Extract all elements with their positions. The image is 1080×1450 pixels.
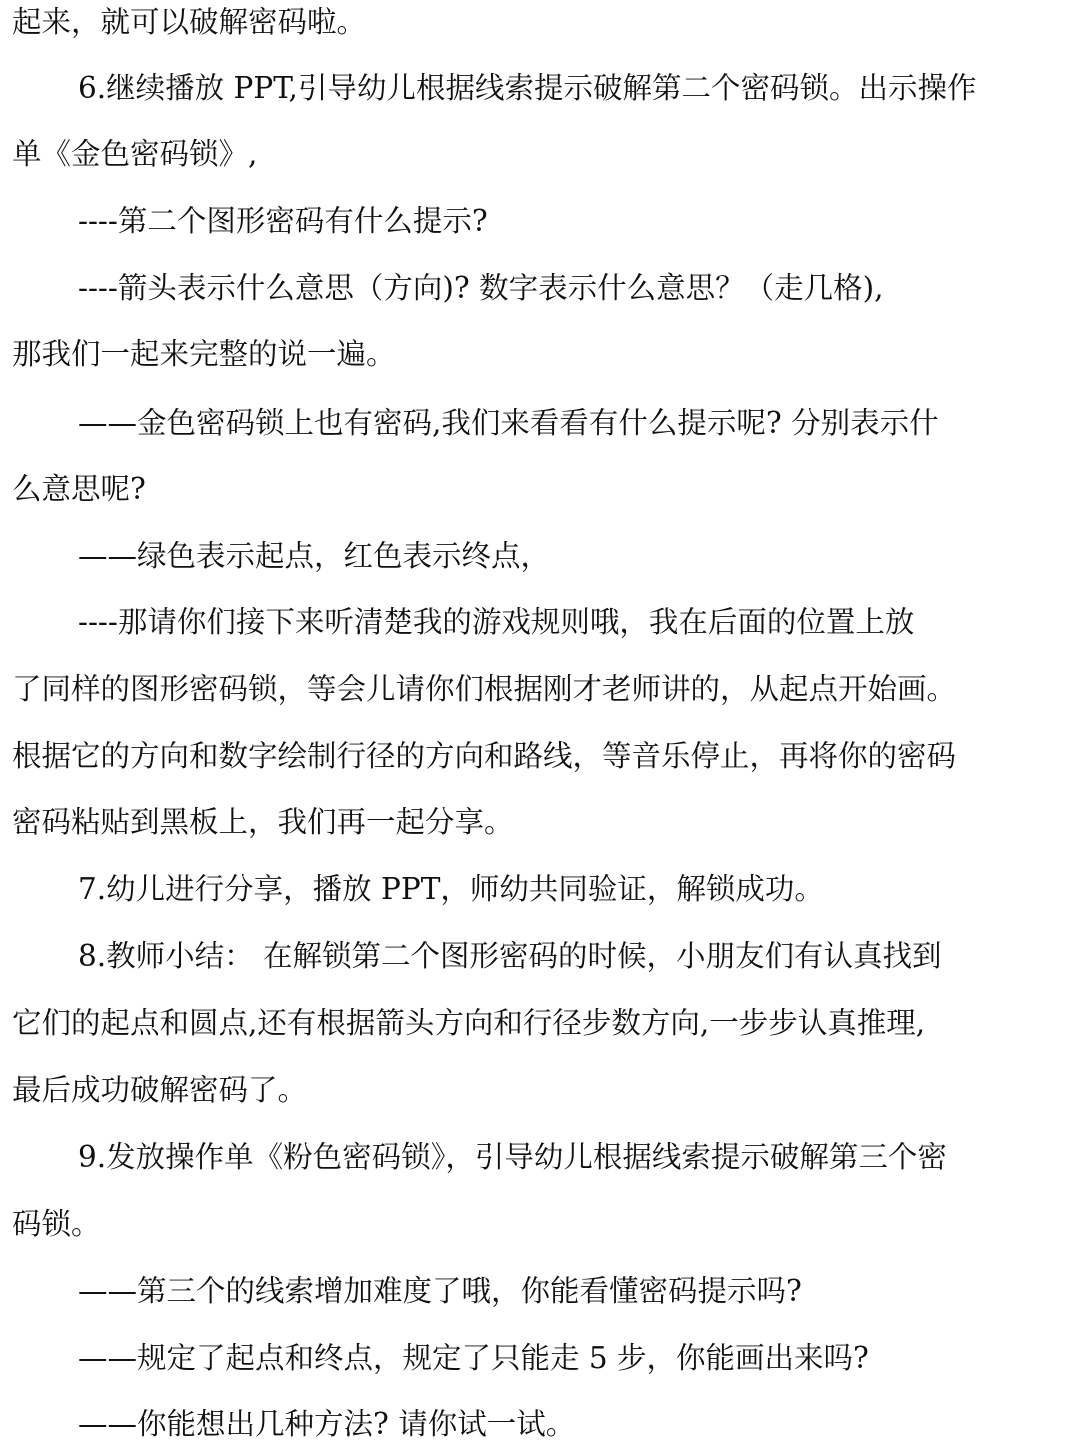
text-line: 它们的起点和圆点,还有根据箭头方向和行径步数方向,一步步认真推理,: [12, 1006, 926, 1040]
text-line: 起来，就可以破解密码啦。: [12, 5, 367, 39]
text-line: 最后成功破解密码了。: [12, 1073, 308, 1107]
text-line: 6.继续播放 PPT,引导幼儿根据线索提示破解第二个密码锁。出示操作: [78, 71, 977, 105]
text-line: ——绿色表示起点，红色表示终点，: [78, 539, 551, 573]
text-line: 密码粘贴到黑板上，我们再一起分享。: [12, 805, 514, 839]
text-line: ——规定了起点和终点，规定了只能走 5 步，你能画出来吗?: [78, 1341, 869, 1375]
text-line: ----箭头表示什么意思（方向)? 数字表示什么意思？（走几格),: [78, 271, 884, 305]
text-line: 了同样的图形密码锁，等会儿请你们根据刚才老师讲的，从起点开始画。: [12, 672, 957, 706]
text-line: 码锁。: [12, 1207, 101, 1241]
text-line: 8.教师小结： 在解锁第二个图形密码的时候，小朋友们有认真找到: [78, 939, 942, 973]
text-line: 么意思呢?: [12, 472, 146, 506]
text-line: ----第二个图形密码有什么提示?: [78, 204, 488, 238]
text-line: ——你能想出几种方法? 请你试一试。: [78, 1407, 576, 1441]
text-line: 9.发放操作单《粉色密码锁》，引导幼儿根据线索提示破解第三个密: [78, 1140, 947, 1174]
text-line: ----那请你们接下来听清楚我的游戏规则哦，我在后面的位置上放: [78, 605, 915, 639]
text-line: 7.幼儿进行分享，播放 PPT，师幼共同验证，解锁成功。: [78, 872, 824, 906]
text-line: ——金色密码锁上也有密码,我们来看看有什么提示呢? 分别表示什: [78, 406, 939, 440]
text-line: ——第三个的线索增加难度了哦，你能看懂密码提示吗?: [78, 1274, 802, 1308]
text-line: 根据它的方向和数字绘制行径的方向和路线，等音乐停止，再将你的密码: [12, 739, 957, 773]
text-line: 单《金色密码锁》,: [12, 137, 258, 171]
text-line: 那我们一起来完整的说一遍。: [12, 337, 396, 371]
